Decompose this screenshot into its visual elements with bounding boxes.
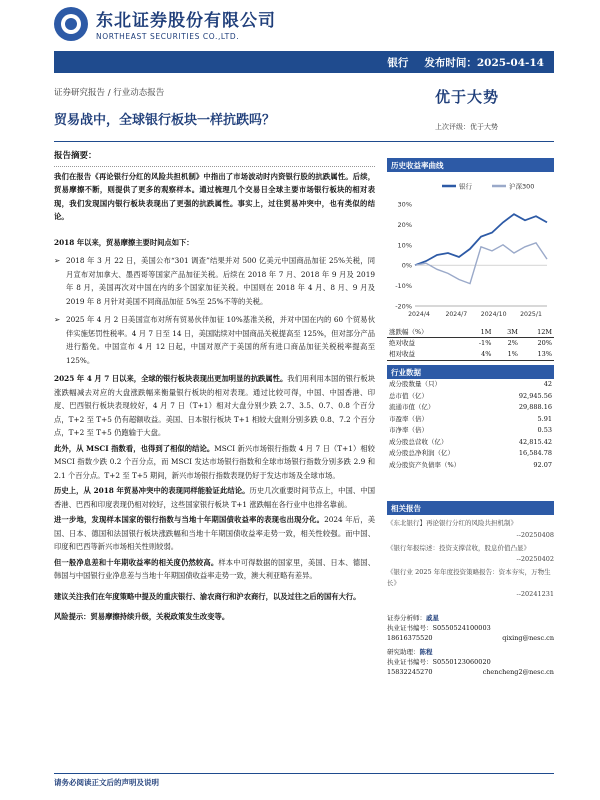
cell-1m: 4% [464, 349, 494, 361]
cell-3m: 2% [507, 339, 518, 347]
y-tick-label: 10% [397, 241, 412, 250]
x-tick-label: 2024/7 [445, 311, 468, 318]
industry-table [387, 379, 554, 471]
row-label: 成分股资产负债率（%） [389, 460, 461, 469]
industry-heading: 行业数据 [387, 365, 554, 379]
table-row [387, 448, 554, 460]
row-label: 绝对收益 [389, 339, 415, 347]
y-tick-label: -10% [395, 282, 412, 291]
paragraph [54, 372, 375, 440]
cell-12m: 20% [537, 339, 552, 347]
bullet-arrow-icon: ➢ [54, 256, 61, 265]
table-row [387, 414, 554, 426]
analyst-title [387, 613, 554, 623]
paragraph-text: 我们用利用本国的银行板块涨跌幅减去对应的大盘涨跌幅来衡量银行板块的相对表现。通过比较可得，中国、中国香港、印度、巴西银行板块表现较好，4 月 7 日（T+1）相对大盘分别少跌 2.7、3.5、0.7、0.8 个百分点，T+2 至 T+5 仍有超额收益。美国、日本银行板块 T+1 相较大盘则分别多跌 0.8、7.2 个百分点，T+2 至 T+5 仍跑输于大盘。 [54, 374, 376, 437]
row-label: 相对收益 [387, 349, 464, 361]
paragraph-lead: 此外，从 MSCI 指数看，也得到了相似的结论。 [54, 443, 215, 453]
analyst-phone: 18616375520 [387, 634, 433, 642]
list-item [387, 567, 554, 599]
footer-disclaimer: 请务必阅读正文后的声明及说明 [54, 773, 554, 788]
row-value: 5.91 [537, 414, 552, 423]
brand-logo [54, 6, 276, 41]
paragraph [54, 513, 375, 554]
row-value: 0.53 [537, 426, 552, 434]
analyst-email: qixing@nesc.cn [502, 634, 554, 642]
list-item [387, 518, 554, 540]
table-row [387, 402, 554, 414]
series-line-index [415, 243, 547, 284]
brand-name-en: NORTHEAST SECURITIES CO.,LTD. [96, 32, 240, 41]
summary-heading: 报告摘要： [54, 150, 375, 167]
publish-date: 发布时间：2025-04-14 [424, 56, 544, 69]
return-chart [387, 174, 554, 324]
page-title: 贸易战中，全球银行板块一样抗跌吗？ [54, 113, 276, 128]
table-header: 1M [464, 326, 494, 338]
related-report-title: 《银行年报综述：投资支撑营收，股息价值凸显》 [387, 543, 530, 552]
y-tick-label: 20% [397, 220, 412, 229]
paragraph-text: 样本中可得数据的国家里，美国、日本、德国、韩国与中国银行业净息差与当地十年期国债收益率走势一致，澳大利亚略有差异。 [54, 557, 376, 580]
paragraph [54, 442, 375, 483]
analyst-list [387, 613, 554, 677]
row-value: 92.07 [533, 460, 552, 469]
row-label: 市净率（倍） [389, 426, 428, 434]
analyst-role: 研究助理： [387, 648, 420, 656]
header-bar [54, 51, 554, 73]
analyst-contact [387, 667, 554, 677]
related-report-title: 《银行业 2025 年年度投资策略报告：资本夯实，万物生长》 [387, 568, 551, 587]
paragraph-lead: 进一步地，发现样本国家的银行指数与当地十年期国债收益率的表现也出现分化。 [54, 515, 325, 524]
x-tick-label: 2024/10 [480, 311, 507, 318]
y-tick-label: -20% [395, 302, 412, 311]
table-row [387, 349, 554, 361]
row-value: 42 [543, 380, 552, 388]
series-line-bank [415, 214, 547, 265]
analyst-title [387, 647, 554, 657]
y-tick-label: 0% [401, 261, 412, 270]
list-item [387, 543, 554, 565]
legend-label: 银行 [459, 182, 472, 191]
table-row [387, 437, 554, 449]
list-item [54, 313, 375, 367]
related-report-date: --20250408 [516, 530, 554, 539]
analyst-card [387, 613, 554, 643]
breadcrumb: 证券研究报告 / 行业动态报告 [54, 88, 165, 98]
related-list [387, 518, 554, 599]
bullet-text: 2025 年 4 月 2 日美国宣布对所有贸易伙伴加征 10%基准关税，并对中国在内的 60 个贸易伙伴实施惩罚性税率。4 月 7 日至 14 日，美国陆续对中国商品关税提高至 125%，但对部分产品进行豁免。中国宣布 4 月 12 日起，中国对原产于美国的所有进口商品加征关税税率提高至 125%。 [66, 315, 375, 365]
cell-1m: -1% [478, 339, 492, 347]
industry-label: 银行 [387, 56, 409, 69]
table-row [387, 391, 554, 403]
row-label: 成分股总营收（亿） [389, 437, 448, 446]
bullet-text: 2018 年 3 月 22 日，美国公布“301 调查”结果并对 500 亿美元中国商品加征 25%关税，同月宣布对加拿大、墨西哥等国家产品加征关税。后续在 2018 年 7 月、2018 年 9 月及 2019 年 8 月，美国再次对中国在内的多个国家加征关税。中国则在 2018 年 4 月、8 月、9 月及 2019 年 8 月针对美国不同商品加征 5%至 25%不等的关税。 [66, 256, 375, 306]
company-logo-icon [54, 7, 88, 41]
analyst-phone: 15832245270 [387, 668, 433, 676]
row-value: 16,584.78 [518, 449, 552, 457]
row-label: 总市值（亿） [389, 391, 428, 400]
cell-3m: 1% [493, 349, 520, 361]
row-value: 92,945.56 [518, 391, 552, 400]
row-label: 流通市值（亿） [389, 403, 435, 411]
analyst-email: chencheng2@nesc.cn [482, 668, 554, 676]
table-header: 12M [520, 326, 554, 338]
table-row [387, 460, 554, 472]
risk-warning: 风险提示：贸易摩擦持续升级，关税政策发生改变等。 [54, 612, 230, 621]
row-value: 29,888.16 [518, 403, 552, 411]
table-row [387, 338, 554, 350]
analyst-contact [387, 633, 554, 643]
return-chart-svg [387, 174, 554, 324]
paragraph-lead: 但一般净息差和十年期收益率的相关度仍然较高。 [54, 557, 219, 567]
divider [54, 141, 554, 142]
analyst-cert: 执业证书编号：S0550123060020 [387, 658, 491, 666]
row-value: 42,815.42 [518, 437, 552, 446]
paragraph-lead: 历史上，从 2018 年贸易冲突中的表现同样能验证此结论。 [54, 486, 250, 495]
chart-heading: 历史收益率曲线 [387, 158, 554, 172]
related-report-date: --20250402 [516, 555, 554, 563]
analyst-cert: 执业证书编号：S0550524100003 [387, 624, 491, 632]
performance-table [387, 326, 554, 361]
row-label: 成分股数量（只） [389, 380, 441, 388]
paragraph-lead: 2025 年 4 月 7 日以来，全球的银行板块表现出更加明显的抗跌属性。 [54, 374, 288, 383]
table-header: 3M [493, 326, 520, 338]
related-report-title: 《东北银行】再论银行分红的风险共担机制》 [387, 519, 517, 527]
cell-12m: 13% [520, 349, 554, 361]
recommendation: 建议关注我们在年度策略中提及的重庆银行、渝农商行和沪农商行，以及过往之后的国有大行。 [54, 591, 361, 601]
y-tick-label: 30% [397, 200, 412, 209]
table-row [387, 379, 554, 391]
sidebar [387, 158, 554, 677]
previous-rating: 上次评级：优于大势 [435, 123, 498, 131]
x-tick-label: 2025/1 [520, 311, 542, 318]
paragraph-text: 2024 年后，美国、日本、德国和法国银行板块涨跌幅和当地十年期国债收益率走势一致，相关性较强。而中国、印度和巴西等新兴市场相关性则较弱。 [54, 515, 376, 551]
table-row [387, 425, 554, 437]
related-heading: 相关报告 [387, 501, 554, 515]
bullet-arrow-icon: ➢ [54, 315, 61, 324]
analyst-name: 陈程 [419, 648, 433, 656]
summary-paragraph: 我们在报告《再论银行分红的风险共担机制》中指出了市场波动时内资银行股的抗跌属性。后续，贸易摩擦不断，则提供了更多的观察样本。通过梳理几个交易日全球主要市场银行板块的相对表现，我们发现国内银行板块表现出了更强的抗跌属性。事实上，过往贸易冲突中，也有类似的结论。 [54, 171, 375, 221]
list-item [54, 254, 375, 308]
analyst-card [387, 647, 554, 677]
related-report-date: --20241231 [516, 590, 554, 598]
paragraph [54, 556, 375, 583]
timeline-heading: 2018 年以来，贸易摩擦主要时间点如下： [54, 237, 194, 247]
x-tick-label: 2024/4 [408, 311, 430, 318]
legend-label: 沪深300 [509, 182, 535, 191]
row-label: 市盈率（倍） [389, 414, 428, 423]
paragraph [54, 484, 375, 511]
table-header: 涨跌幅（%） [387, 326, 464, 338]
paragraph-text: 历史几次重要时间节点上，中国、中国香港、巴西和印度表现仍相对较好，这些国家银行板块 T+1 涨跌幅在各行业中也排名靠前。 [54, 486, 376, 509]
analyst-role: 证券分析师： [387, 614, 426, 622]
analyst-name: 戚星 [426, 614, 439, 622]
row-label: 成分股总净利润（亿） [389, 449, 454, 457]
brand-name-cn: 东北证券股份有限公司 [96, 11, 276, 31]
paragraph-text: MSCI 新兴市场银行指数 4 月 7 日（T+1）相较 MSCI 指数少跌 0.2 个百分点，而 MSCI 发达市场银行指数和全球市场银行指数分别多跌 2.9 和 2.1 个百分点。T+2 至 T+5 期间，新兴市场银行指数表现仍好于发达市场及全球市场。 [54, 443, 375, 480]
report-body [54, 150, 375, 626]
rating-label: 优于大势 [435, 88, 500, 106]
